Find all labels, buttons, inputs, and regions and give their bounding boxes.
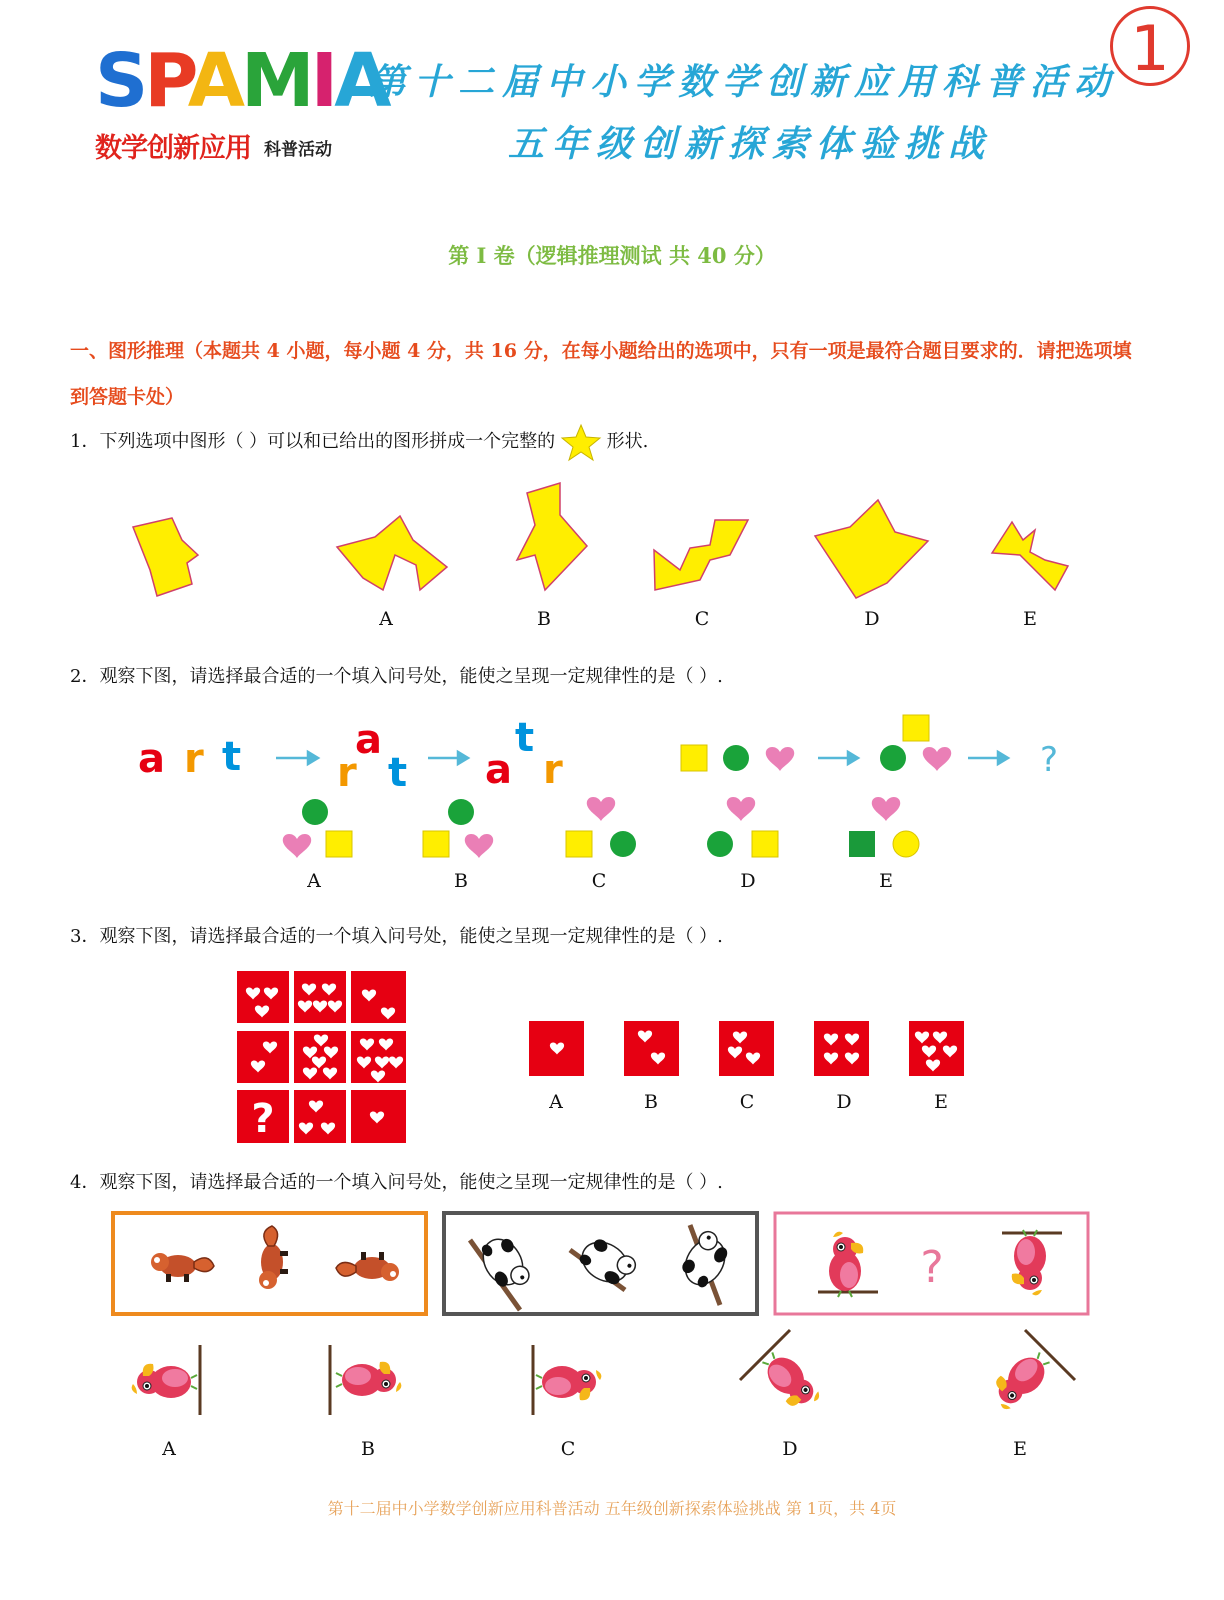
q2-question-mark: ?	[1040, 740, 1059, 780]
q2-letter-t-3: t	[515, 715, 535, 761]
question-1-text-end: 形状.	[606, 431, 649, 452]
section-heading: 一、图形推理（本题共 4 小题，每小题 4 分，共 16 分，在每小题给出的选项中，只有一项是最符合题目要求的．请把选项填到答题卡处）	[70, 340, 1132, 408]
q1-label-e: E	[1023, 608, 1037, 630]
green-circle-icon	[448, 799, 474, 825]
page-title: 第十二届中小学数学创新应用科普活动	[370, 61, 1119, 103]
q4-label-e: E	[1013, 1438, 1027, 1460]
q1-given-shape	[133, 518, 198, 596]
yellow-square-icon	[423, 831, 449, 857]
volume-title: 第 I 卷（逻辑推理测试 共 40 分）	[448, 243, 776, 268]
q1-label-d: D	[864, 608, 880, 630]
question-1	[70, 424, 648, 460]
yellow-circle-icon	[893, 831, 919, 857]
yellow-square-icon	[681, 745, 707, 771]
q2-label-e: E	[879, 870, 893, 892]
red-panda-icon	[151, 1253, 214, 1282]
q1-option-a-shape	[337, 516, 447, 590]
panda-icon	[677, 1228, 735, 1292]
q4-question-mark: ?	[920, 1242, 944, 1293]
parrot-icon	[1012, 1230, 1046, 1295]
logo-subtitle-small: 科普活动	[264, 140, 332, 160]
green-circle-icon	[302, 799, 328, 825]
q1-option-b-shape	[517, 483, 587, 590]
green-circle-icon	[610, 831, 636, 857]
q3-label-b: B	[644, 1091, 658, 1113]
q1-option-d-shape	[815, 500, 928, 598]
q2-letter-r-1: r	[184, 736, 204, 782]
q2-letter-t-2: t	[388, 750, 408, 796]
q2-letter-a-1: a	[138, 736, 165, 782]
q4-label-a: A	[162, 1438, 176, 1460]
q2-label-b: B	[454, 870, 468, 892]
q2-letter-r-3: r	[543, 747, 563, 793]
q2-label-a: A	[307, 870, 321, 892]
q4-label-b: B	[361, 1438, 375, 1460]
yellow-square-icon	[326, 831, 352, 857]
q4-option-b-parrot	[336, 1362, 401, 1396]
q1-label-c: C	[694, 608, 710, 630]
q1-option-e-shape	[992, 522, 1068, 590]
green-circle-icon	[707, 831, 733, 857]
question-2-text: 2．观察下图，请选择最合适的一个填入问号处，能使之呈现一定规律性的是（ ）.	[70, 666, 723, 687]
yellow-square-icon	[752, 831, 778, 857]
q1-label-b: B	[537, 608, 551, 630]
q2-letter-a-2: a	[355, 717, 382, 763]
q2-letter-r-2: r	[337, 750, 357, 796]
q3-label-e: E	[934, 1091, 948, 1113]
question-1-text: 1．下列选项中图形（ ）可以和已给出的图形拼成一个完整的	[70, 431, 556, 452]
yellow-square-icon	[903, 715, 929, 741]
q2-letter-a-3: a	[485, 747, 512, 793]
parrot-icon	[829, 1232, 863, 1297]
q1-option-c-shape	[654, 520, 748, 590]
q3-label-d: D	[836, 1091, 852, 1113]
q1-label-a: A	[379, 608, 393, 630]
question-3-text: 3．观察下图，请选择最合适的一个填入问号处，能使之呈现一定规律性的是（ ）.	[70, 926, 723, 947]
question-4-text: 4．观察下图，请选择最合适的一个填入问号处，能使之呈现一定规律性的是（ ）.	[70, 1172, 723, 1193]
q4-label-c: C	[560, 1438, 576, 1460]
q3-option-b-card	[624, 1021, 679, 1076]
green-square-icon	[849, 831, 875, 857]
q4-option-a-parrot	[132, 1364, 197, 1398]
star-icon	[561, 424, 601, 460]
page-subtitle: 五年级创新探索体验挑战	[508, 123, 993, 165]
red-panda-icon	[336, 1252, 399, 1281]
q4-label-d: D	[782, 1438, 798, 1460]
q3-option-c-card	[719, 1021, 774, 1076]
page-number-circle: 1	[1110, 6, 1190, 86]
q3-option-d-card	[814, 1021, 869, 1076]
q3-label-c: C	[739, 1091, 755, 1113]
panda-icon	[575, 1234, 639, 1292]
q3-label-a: A	[549, 1091, 563, 1113]
yellow-square-icon	[566, 831, 592, 857]
q4-option-c-parrot	[536, 1366, 601, 1400]
green-circle-icon	[723, 745, 749, 771]
q3-question-mark: ?	[251, 1096, 275, 1142]
page-footer: 第十二届中小学数学创新应用科普活动 五年级创新探索体验挑战 第 1页，共 4页	[327, 1499, 897, 1518]
q2-letter-t-1: t	[222, 734, 242, 780]
logo-subtitle: 数学创新应用	[95, 133, 251, 164]
red-panda-icon	[259, 1226, 288, 1289]
q2-label-d: D	[740, 870, 756, 892]
logo: SPAMIA	[95, 38, 388, 124]
q2-label-c: C	[591, 870, 607, 892]
q4-option-e-parrot	[986, 1344, 1056, 1414]
green-circle-icon	[880, 745, 906, 771]
